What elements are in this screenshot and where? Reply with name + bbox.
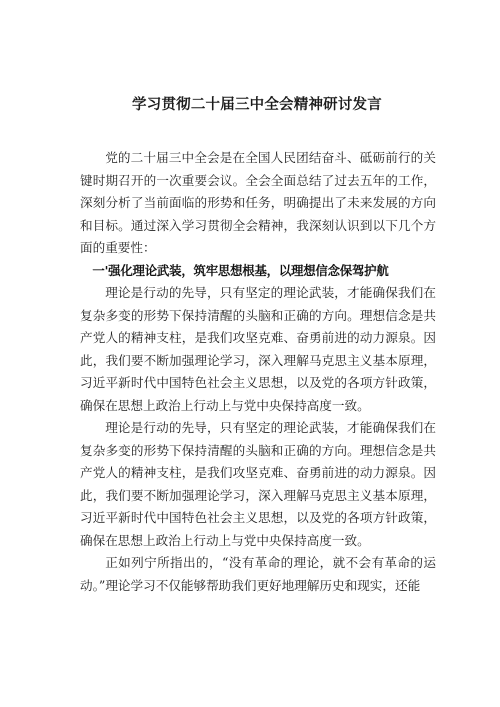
intro-paragraph: 党的二十届三中全会是在全国人民团结奋斗、砥砺前行的关键时期召开的一次重要会议。全会全面总结了过去五年的工作，深刻分析了当前面临的形势和任务，明确提出了未来发展的方向和目标。通过深入学习贯彻全会精神，我深刻认识到以下几个方面的重要性： [80, 150, 436, 255]
document-title: 学习贯彻二十届三中全会精神研讨发言 [132, 97, 382, 113]
body-paragraph-3: 正如列宁所指出的，“没有革命的理论，就不会有革命的运动。”理论学习不仅能够帮助我们更好地理解历史和现实，还能 [80, 555, 436, 593]
body-paragraph-1: 理论是行动的先导，只有坚定的理论武装，才能确保我们在复杂多变的形势下保持清醒的头脑和正确的方向。理想信念是共产党人的精神支柱，是我们攻坚克难、奋勇前进的动力源泉。因此，我们要不断加强理论学习，深入理解马克思主义基本原理，习近平新时代中国特色社会主义思想，以及党的各项方针政策，确保在思想上政治上行动上与党中央保持高度一致。 [80, 285, 436, 413]
body-paragraph-2: 理论是行动的先导，只有坚定的理论武装，才能确保我们在复杂多变的形势下保持清醒的头脑和正确的方向。理想信念是共产党人的精神支柱，是我们攻坚克难、奋勇前进的动力源泉。因此，我们要不断加强理论学习，深入理解马克思主义基本原理，习近平新时代中国特色社会主义思想，以及党的各项方针政策，确保在思想上政治上行动上与党中央保持高度一致。 [80, 420, 436, 548]
section-heading-1: 一'强化理论武装，筑牢思想根基，以理想信念保驾护航 [92, 262, 389, 278]
